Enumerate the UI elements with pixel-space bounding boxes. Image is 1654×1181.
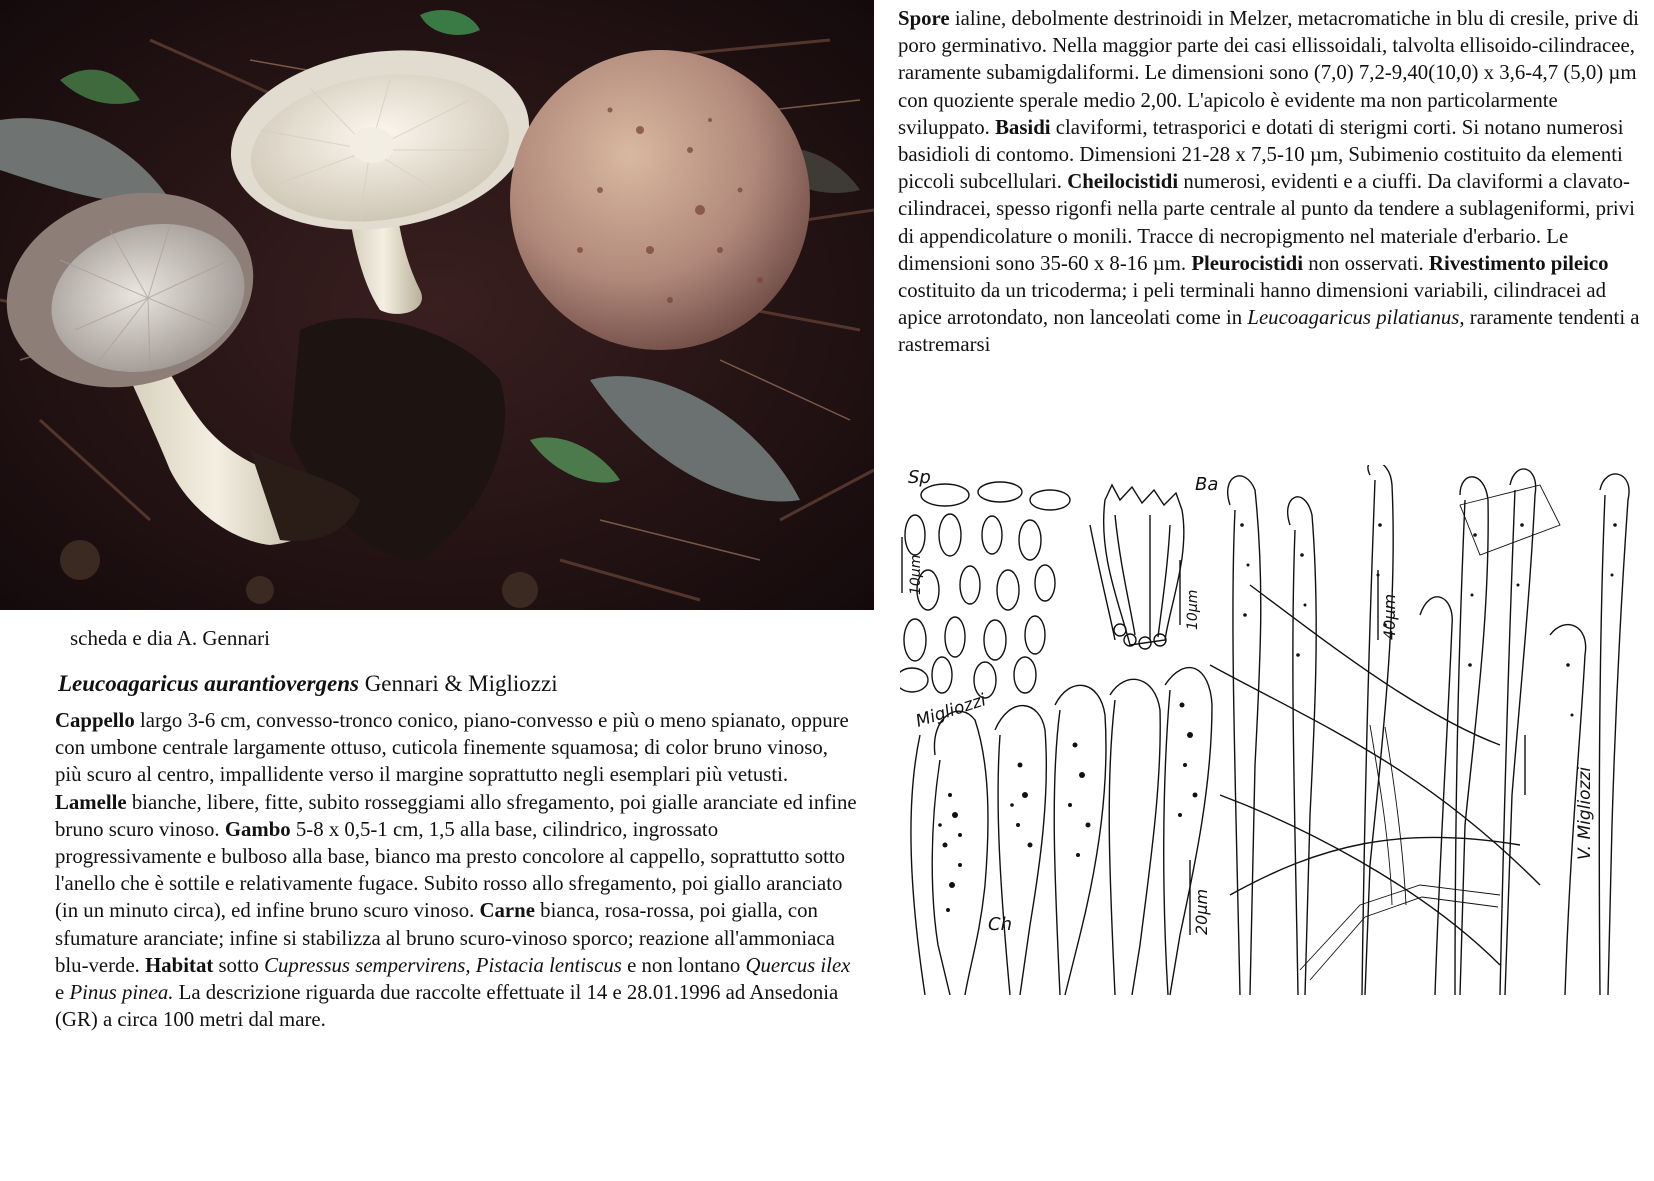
pleurocistidi-term: Pleurocistidi	[1191, 251, 1303, 275]
basidi-text: claviformi, tetrasporici e dotati di sterigmi corti. Si notano numerosi basidioli di contomo. Dimensioni 21-28 x 7,5-10 µm, Subimenio costituito da elementi piccoli subcellulari.	[898, 115, 1624, 194]
carne-text: bianca, rosa-rossa, poi gialla, con sfumature aranciate; infine si stabilizza al bruno scuro-vinoso sporco; reazione all'ammoniaca blu-verde.	[55, 899, 835, 977]
habitat-term: Habitat	[145, 953, 214, 977]
cheilocistidi-text: numerosi, evidenti e a ciuffi. Da claviformi a clavato-cilindracei, spesso rigonfi nella parte centrale al punto da tendere a sublageniformi, privi di appendicolature o monili. Tracce di necropigmento nel materiale d'erbario. Le dimensioni sono 35-60 x 8-16 µm.	[898, 170, 1635, 275]
spores-label: Sp	[908, 467, 931, 488]
spore-term: Spore	[898, 7, 950, 30]
basidi-term: Basidi	[995, 115, 1051, 139]
lamelle-term: Lamelle	[55, 790, 127, 814]
mushroom-photo	[0, 0, 874, 610]
rivestimento-term: Rivestimento pileico	[1428, 251, 1609, 275]
species-heading	[58, 670, 858, 698]
species-authors: Gennari & Migliozzi	[364, 671, 558, 696]
habitat-text: sotto	[213, 953, 265, 977]
habitat-species-c: Pinus pinea.	[69, 981, 174, 1005]
pileipellis-group	[1210, 465, 1629, 995]
scale-10um-basidia: 10µm	[1185, 589, 1201, 630]
scale-40um: 40µm	[1380, 593, 1399, 640]
pleurocistidi-text: non osservati.	[1303, 251, 1429, 275]
microscopic-description	[898, 5, 1654, 359]
spores-group	[900, 482, 1070, 698]
habitat-species-b: Quercus ilex	[745, 953, 851, 977]
species-scientific-name: Leucoagaricus aurantiovergens	[58, 671, 359, 696]
habitat-species-a: Cupressus sempervirens, Pistacia lentiscus	[264, 953, 622, 977]
scale-10um-spores: 10µm	[908, 554, 924, 595]
scale-20um: 20µm	[1192, 888, 1211, 935]
cappello-term: Cappello	[55, 709, 135, 732]
spore-text: ialine, debolmente destrinoidi in Melzer, metacromatiche in blu di cresile, prive di poro germinativo. Nella maggior parte dei casi ellissoidali, talvolta ellisoido-cilindracee, raramente subamigdaliformi. Le dimensioni sono (7,0) 7,2-9,40(10,0) x 3,6-4,7 (5,0) µm con quoziente sperale medio 2,00. L'apicolo è evidente ma non particolarmente sviluppato.	[898, 7, 1639, 139]
macroscopic-description	[55, 707, 857, 1033]
comparison-species: Leucoagaricus pilatianus	[1247, 306, 1460, 330]
photo-credit: scheda e dia A. Gennari	[70, 626, 271, 650]
basidia-label: Ba	[1195, 474, 1219, 495]
basidia-group	[1090, 485, 1184, 649]
signature-v-migliozzi: V. Migliozzi	[1575, 766, 1595, 860]
cheilocistidi-term: Cheilocistidi	[1067, 170, 1179, 194]
habitat-text-b: e non lontano	[621, 953, 746, 977]
gambo-text: 5-8 x 0,5-1 cm, 1,5 alla base, cilindrico, ingrossato progressivamente e bulboso alla base, bianco ma presto concolore al cappello, soprattutto sotto l'anello che è sottile e relativamente fugace. Subito rosso allo sfregamento, poi giallo aranciato (in un minuto circa), ed infine bruno scuro vinoso.	[55, 817, 846, 923]
collection-text: La descrizione riguarda due raccolte effettuate il 14 e 28.01.1996 ad Ansedonia (GR) a circa 100 metri dal mare.	[55, 981, 839, 1032]
cheilocistidia-label: Ch	[988, 914, 1012, 935]
rivestimento-text: costituito da un tricoderma; i peli terminali hanno dimensioni variabili, cilindracei ad apice arrotondato, non lanceolati come in	[898, 279, 1607, 330]
microscopy-drawing	[900, 465, 1654, 1000]
cappello-text: largo 3-6 cm, convesso-tronco conico, piano-convesso e più o meno spianato, oppure con umbone centrale largamente ottuso, cuticola finemente squamosa; di color bruno vinoso, più scuro al centro, impallidente verso il margine soprattutto negli esemplari più vetusti.	[55, 709, 849, 787]
signature-migliozzi: Migliozzi	[913, 690, 989, 732]
lamelle-text: bianche, libere, fitte, subito rosseggiami allo sfregamento, poi gialle aranciate ed infine bruno scuro vinoso.	[55, 790, 857, 841]
carne-term: Carne	[479, 899, 535, 923]
mushroom-photo-icon	[0, 0, 874, 610]
habitat-text-c: e	[55, 981, 70, 1005]
rivestimento-text-end: , raramente tendenti a rastremarsi	[898, 306, 1640, 357]
gambo-term: Gambo	[224, 817, 291, 841]
